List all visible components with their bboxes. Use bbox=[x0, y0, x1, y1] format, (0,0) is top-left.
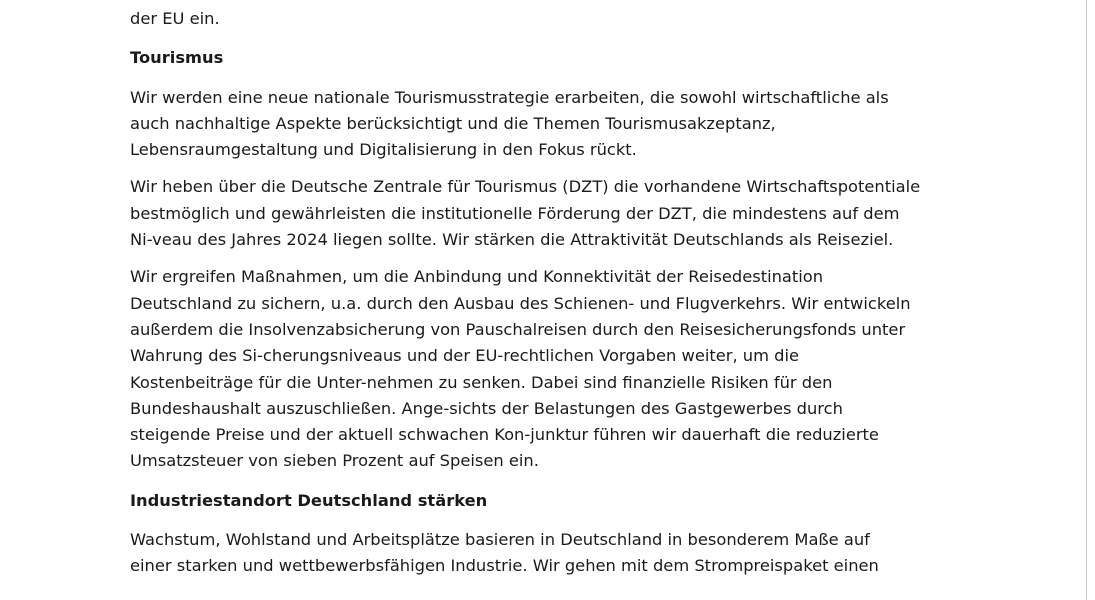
text-line: bestmöglich und gewährleisten die institutionelle Förderung der DZT, die mindestens auf dem bbox=[130, 203, 900, 223]
paragraph-tourismusstrategie bbox=[130, 85, 975, 164]
section-heading-industriestandort: Industriestandort Deutschland stärken bbox=[130, 490, 488, 510]
paragraph-wachstum bbox=[130, 527, 975, 580]
text-line: einer starken und wettbewerbsfähigen Industrie. Wir gehen mit dem Strompreispaket einen bbox=[130, 556, 879, 576]
text-line: Wir heben über die Deutsche Zentrale für Tourismus (DZT) die vorhandene Wirtschaftspotentiale bbox=[130, 177, 921, 197]
text-line: Bundeshaushalt auszuschließen. Ange-sichts der Belastungen des Gastgewerbes durch bbox=[130, 398, 843, 418]
text-line: auch nachhaltige Aspekte berücksichtigt und die Themen Tourismusakzeptanz, bbox=[130, 113, 776, 133]
paragraph-massnahmen bbox=[130, 264, 975, 474]
document-body bbox=[130, 6, 975, 591]
text-line: Umsatzsteuer von sieben Prozent auf Speisen ein. bbox=[130, 451, 539, 471]
text-line: außerdem die Insolvenzabsicherung von Pauschalreisen durch den Reisesicherungsfonds unter bbox=[130, 319, 906, 339]
lead-fragment: der EU ein. bbox=[130, 9, 220, 28]
text-line: Wir werden eine neue nationale Tourismusstrategie erarbeiten, die sowohl wirtschaftliche als bbox=[130, 87, 889, 107]
text-line: Wahrung des Si-cherungsniveaus und der EU-rechtlichen Vorgaben weiter, um die bbox=[130, 346, 800, 366]
text-line: Lebensraumgestaltung und Digitalisierung in den Fokus rückt. bbox=[130, 140, 637, 160]
page-edge-divider bbox=[1086, 0, 1087, 600]
paragraph-dzt bbox=[130, 174, 975, 253]
text-line: Deutschland zu sichern, u.a. durch den Ausbau des Schienen- und Flugverkehrs. Wir entwickeln bbox=[130, 293, 911, 313]
text-line: Ni-veau des Jahres 2024 liegen sollte. Wir stärken die Attraktivität Deutschlands als Reiseziel. bbox=[130, 230, 894, 250]
text-line: Kostenbeiträge für die Unter-nehmen zu senken. Dabei sind finanzielle Risiken für den bbox=[130, 372, 833, 392]
text-line: Wachstum, Wohlstand und Arbeitsplätze basieren in Deutschland in besonderem Maße auf bbox=[130, 530, 870, 550]
text-line: Wir ergreifen Maßnahmen, um die Anbindung und Konnektivität der Reisedestination bbox=[130, 267, 824, 287]
section-heading-tourismus: Tourismus bbox=[130, 48, 224, 68]
text-line: steigende Preise und der aktuell schwachen Kon-junktur führen wir dauerhaft die reduzierte bbox=[130, 425, 879, 445]
